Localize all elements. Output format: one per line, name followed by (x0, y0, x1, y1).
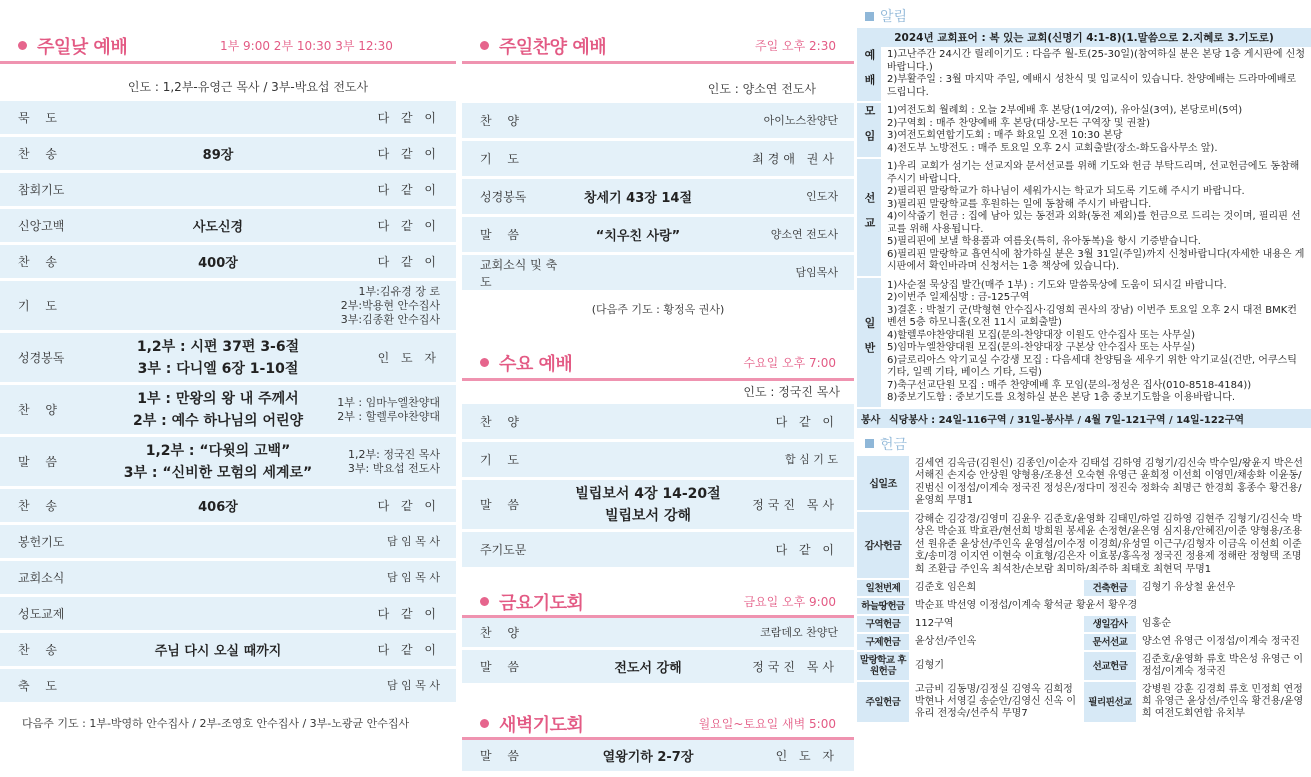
order-row (0, 281, 456, 333)
order-content: 사도신경 (192, 220, 244, 235)
order-row (462, 179, 854, 217)
order-row (0, 101, 456, 137)
offering-type: 말랑학교 후원헌금 (857, 652, 909, 680)
person-line: 2부 : 할렐루야찬양대 (337, 409, 440, 423)
section-title: 금요기도회 (499, 592, 584, 614)
notice-group (857, 278, 1311, 409)
order-row (0, 597, 456, 633)
order-row (462, 532, 854, 570)
notice-item: 2)부활주일 : 3월 마지막 주일, 예배시 성찬식 및 입교식이 있습니다. 찬양예배는 드라마예배로 드립니다. (887, 74, 1297, 98)
order-person: 다 같 이 (377, 255, 440, 269)
bullet-icon (18, 41, 27, 50)
order-label: 묵 도 (18, 111, 63, 125)
order-label: 교회소식 (18, 571, 65, 585)
order-label: 말 씀 (480, 498, 525, 512)
order-label: 찬 송 (18, 147, 63, 161)
notice-category: 모임 (857, 103, 881, 157)
person-line: 3부:김종환 안수집사 (340, 312, 440, 326)
order-label: 성경봉독 (18, 351, 65, 365)
section-time: 주일 오후 2:30 (755, 39, 836, 53)
notice-item: 5)필리핀에 보낼 학용품과 여름옷(특히, 유아동복)을 항시 기증받습니다. (887, 236, 1201, 247)
offering-list (857, 456, 1311, 581)
offering-names: 김형기 유상철 윤선우 (1142, 582, 1236, 593)
leader-line: 인도 : 양소연 전도사 (707, 82, 816, 96)
right-column (857, 0, 1311, 777)
notice-item: 1)사순절 묵상집 발간(매주 1부) : 기도와 말씀묵상에 도움이 되시길 바랍니다. (887, 279, 1227, 291)
notice-item: 4)전도부 노방전도 : 매주 토요일 오후 2시 교회출발(장소-화도읍사무소 앞). (887, 142, 1218, 154)
offering-title: 헌금 (857, 428, 1311, 456)
person-line: 1부 : 임마누엘찬양대 (337, 395, 440, 409)
dawn-header (462, 710, 854, 740)
notice-list (857, 47, 1311, 409)
notice-item: 5)임마누엘찬양대원 모집(문의-찬양대장 구본상 안수집사 또는 사무실) (887, 342, 1196, 353)
order-row (462, 217, 854, 255)
order-person: 양소연 전도사 (770, 227, 838, 241)
offering-pair-row (857, 682, 1311, 724)
order-row (0, 489, 456, 525)
order-row (0, 561, 456, 597)
section-title: 새벽기도회 (499, 714, 584, 736)
service-row (857, 409, 1311, 428)
order-row (462, 740, 854, 774)
order-person: 담 임 목 사 (387, 678, 440, 692)
order-label: 말 씀 (480, 228, 525, 242)
offering-names: 박순표 박선영 이정섭/이계숙 황석균 황윤서 황우경 (915, 600, 1138, 611)
order-row (0, 669, 456, 705)
notice-item: 8)중보기도함 : 중보기도를 요청하실 분은 본당 1층 중보기도함을 이용바랍니다. (887, 392, 1236, 403)
order-label: 교회소식 및 축도 (480, 257, 558, 289)
section-time: 금요일 오후 9:00 (743, 595, 836, 609)
offering-names: 112구역 (915, 618, 954, 629)
section-time: 1부 9:00 2부 10:30 3부 12:30 (220, 39, 393, 53)
order-person: 다 같 이 (377, 499, 440, 513)
order-label: 기 도 (480, 152, 525, 166)
offering-type: 십일조 (857, 456, 909, 510)
offering-pair-row (857, 580, 1311, 598)
order-row (462, 618, 854, 650)
order-content (100, 336, 336, 380)
order-person: 다 같 이 (377, 643, 440, 657)
content-line: 1,2부 : “다윗의 고백” (145, 442, 291, 459)
order-label: 말 씀 (480, 660, 525, 674)
notice-item: 3)결혼 : 박철기 군(박형현 안수집사·김영희 권사의 장남) 이번주 토요일 오후 2시 대전 BMK컨벤션 5층 하모니홀(오전 11시 교회출발) (887, 304, 1297, 328)
person-line: 3부: 박요섭 전도사 (347, 461, 440, 475)
order-list (462, 103, 854, 293)
square-icon (865, 439, 874, 448)
order-person: 정국진 목사 (752, 498, 838, 512)
offering-type: 문서선교 (1084, 634, 1136, 650)
offering-names: 김형기 (915, 660, 944, 671)
service-text: 식당봉사 : 24일-116구역 / 31일-봉사부 / 4월 7일-121구역 / 14일-122구역 (889, 414, 1245, 426)
bullet-icon (480, 41, 489, 50)
order-content: 전도서 강해 (614, 661, 682, 676)
person-line: 1,2부: 정국진 목사 (348, 447, 440, 461)
praise-header (462, 30, 854, 64)
order-person: 인 도 자 (377, 351, 440, 365)
notice-title: 알림 (857, 0, 1311, 28)
notice-item: 1)우리 교회가 섬기는 선교지와 문서선교를 위해 기도와 헌금 부탁드리며, 선교헌금에도 동참해 주시기 바랍니다. (887, 161, 1300, 185)
offering-names: 양소연 유영근 이정섭/이계숙 정국진 (1142, 636, 1300, 647)
notice-category: 일반 (857, 278, 881, 407)
notice-item: 4)할렐루야찬양대원 모집(문의-찬양대장 이원도 안수집사 또는 사무실) (887, 329, 1196, 341)
order-row (0, 137, 456, 173)
offering-names: 임홍순 (1142, 618, 1171, 629)
next-week-prayer: 다음주 기도 : 1부-박영하 안수집사 / 2부-조영호 안수집사 / 3부-노광균 안수집사 (22, 717, 410, 730)
notice-group (857, 159, 1311, 278)
order-row (462, 442, 854, 480)
order-label: 성경봉독 (480, 190, 527, 204)
order-row (462, 141, 854, 179)
order-row (462, 480, 854, 532)
order-person: 합 심 기 도 (785, 452, 838, 466)
offering-names: 김세연 김옥금(김원신) 김종인/이순자 김태섭 김하영 김형기/김신숙 박수일/왕윤지 박은선 서해진 손지승 안상원 양형용/조용선 오숙현 유영근 윤희정 이선희 이영민/채송화 이윤동/진범신 이정섭/이계숙 정국진 정성은/정다미 정진숙 정화숙 최명근 한경희 홍종수 황건용/윤영희 무명1 (915, 457, 1303, 506)
order-label: 봉헌기도 (18, 535, 65, 549)
order-label: 기 도 (18, 299, 63, 313)
offering-type: 구제헌금 (857, 634, 909, 650)
order-row (462, 103, 854, 141)
notice-item: 4)이삭줍기 헌금 : 집에 남아 있는 동전과 외화(동전 제외)를 헌금으로 드리는 것이며, 필리핀 선교를 위해 사용됩니다. (887, 211, 1301, 235)
content-line: 1부 : 만왕의 왕 내 주께서 (137, 390, 299, 407)
notice-item: 7)축구선교단원 모집 : 매주 찬양예배 후 모임(문의-정성은 집사(010-8518-4184)) (887, 379, 1252, 391)
middle-column (462, 0, 854, 777)
notice-item: 2)구역회 : 매주 찬양예배 후 본당(대상-모든 구역장 및 권찰) (887, 117, 1150, 129)
section-time: 수요일 오후 7:00 (743, 356, 836, 370)
order-content: “치우친 사랑” (595, 229, 681, 244)
order-row (462, 650, 854, 686)
order-label: 성도교제 (18, 607, 65, 621)
order-row (0, 437, 456, 489)
order-content: 창세기 43장 14절 (583, 191, 693, 206)
offering-type: 감사헌금 (857, 512, 909, 579)
order-person: 다 같 이 (377, 147, 440, 161)
offering-type: 구역헌금 (857, 616, 909, 632)
order-label: 찬 송 (18, 499, 63, 513)
order-row (0, 209, 456, 245)
order-row (0, 385, 456, 437)
order-label: 찬 송 (18, 255, 63, 269)
offering-names: 김준호/윤영화 류호 박은성 유영근 이정섭/이계숙 정국진 (1142, 654, 1303, 677)
notice-item: 3)필리핀 말랑학교를 후원하는 일에 동참해 주시기 바랍니다. (887, 198, 1152, 210)
content-line: 빌립보서 강해 (604, 507, 692, 524)
order-person: 아이노스찬양단 (763, 113, 838, 127)
notice-category: 예배 (857, 47, 881, 101)
offering-row (857, 456, 1311, 512)
order-content: 400장 (198, 256, 238, 271)
order-list (0, 101, 456, 705)
order-row (0, 173, 456, 209)
sunday-worship-section (0, 0, 456, 777)
order-content (100, 440, 336, 484)
order-person (336, 285, 456, 327)
notice-items (881, 159, 1311, 276)
order-label: 신앙고백 (18, 219, 65, 233)
order-label: 찬 양 (480, 626, 525, 640)
notice-item: 2)필리핀 말랑학교가 하나님이 세워가시는 학교가 되도록 기도해 주시기 바랍니다. (887, 186, 1245, 197)
order-row (462, 404, 854, 442)
order-person: 다 같 이 (377, 111, 440, 125)
order-content (562, 483, 734, 527)
leader-line: 인도 : 정국진 목사 (743, 385, 840, 399)
order-label: 찬 송 (18, 643, 63, 657)
person-line: 1부:김유경 장 로 (358, 284, 440, 298)
friday-header (462, 588, 854, 618)
order-person: 인도자 (806, 189, 838, 203)
person-line: 2부:박용현 안수집사 (340, 298, 440, 312)
section-time: 월요일~토요일 새벽 5:00 (698, 717, 836, 731)
notice-item: 1)여전도회 월례회 : 오늘 2부예배 후 본당(1여/2여), 유아실(3여), 본당로비(5여) (887, 105, 1243, 116)
order-person: 담 임 목 사 (387, 570, 440, 584)
order-label: 찬 양 (480, 114, 525, 128)
service-label: 봉사 (861, 414, 881, 426)
offering-type: 하늘땅헌금 (857, 598, 909, 614)
section-title: 주일찬양 예배 (499, 36, 607, 58)
order-person: 다 같 이 (775, 543, 838, 557)
content-line: 2부 : 예수 하나님의 어린양 (132, 412, 304, 429)
order-row (0, 245, 456, 281)
bullet-icon (480, 597, 489, 606)
bullet-icon (480, 358, 489, 367)
content-line: 3부 : “신비한 모험의 세계로” (123, 464, 313, 481)
order-label: 참회기도 (18, 183, 65, 197)
leader-line: 인도 : 1,2부-유영근 목사 / 3부-박요섭 전도사 (127, 80, 369, 94)
notice-item: 1)고난주간 24시간 릴레이기도 : 다음주 월-토(25-30일)(참여하실 분은 본당 1층 게시판에 신청바랍니다.) (887, 49, 1305, 73)
church-motto: 2024년 교회표어 : 복 있는 교회(신명기 4:1-8)(1.말씀으로 2.지혜로 3.기도로) (857, 28, 1311, 47)
order-label: 말 씀 (480, 749, 525, 763)
order-person: 담 임 목 사 (387, 534, 440, 548)
order-label: 기 도 (480, 453, 525, 467)
section-title: 수요 예배 (499, 353, 573, 375)
order-person: 코람데오 찬양단 (760, 625, 838, 639)
order-label: 찬 양 (480, 415, 525, 429)
order-person (336, 448, 456, 476)
order-list (462, 740, 854, 774)
offering-type: 생일감사 (1084, 616, 1136, 632)
notice-category: 선교 (857, 159, 881, 276)
offering-names: 김준호 임은희 (915, 582, 977, 593)
offering-names: 고금비 김동명/김정실 김영옥 김희정 박현나 서영길 송순안/김영신 신옥 이유리 전정숙/선주식 무명7 (915, 684, 1076, 719)
order-row (0, 525, 456, 561)
order-row (462, 255, 854, 293)
notice-group (857, 103, 1311, 159)
notice-item: 6)글로리아스 악기교실 수강생 모집 : 다음세대 찬양팀을 세우기 위한 악기교실(건반, 어쿠스틱 기타, 일렉 기타, 베이스 기타, 드럼) (887, 354, 1297, 378)
offering-type: 건축헌금 (1084, 580, 1136, 596)
bullet-icon (480, 719, 489, 728)
order-person: 정국진 목사 (752, 660, 838, 674)
content-line: 3부 : 다니엘 6장 1-10절 (137, 360, 299, 377)
content-line: 1,2부 : 시편 37편 3-6절 (136, 338, 300, 355)
notice-group (857, 47, 1311, 103)
notice-items (881, 103, 1311, 157)
order-person: 다 같 이 (377, 183, 440, 197)
content-line: 빌립보서 4장 14-20절 (575, 485, 721, 502)
order-content: 406장 (198, 500, 238, 515)
order-person: 담임목사 (795, 265, 838, 279)
order-person: 인 도 자 (775, 749, 838, 763)
notice-items (881, 278, 1311, 407)
order-person: 최경애 권사 (752, 152, 838, 166)
offering-pair-row (857, 652, 1311, 682)
order-list (462, 618, 854, 686)
order-content: 주님 다시 오실 때까지 (154, 644, 282, 659)
offering-type: 필리핀선교 (1084, 682, 1136, 722)
sunday-header (0, 30, 456, 64)
order-label: 축 도 (18, 679, 63, 693)
notice-item: 3)여전도회연합기도회 : 매주 화요일 오전 10:30 본당 (887, 130, 1123, 141)
order-content (100, 388, 336, 432)
offering-type: 주일헌금 (857, 682, 909, 722)
order-content: 89장 (202, 148, 234, 163)
notice-item: 6)필리핀 말랑학교 흡연식에 참가하실 분은 3월 31일(주일)까지 신청바랍니다(자세한 내용은 게시판에서 확인바라며 신청서는 1층 책상에 있습니다). (887, 248, 1305, 272)
notice-items (881, 47, 1311, 101)
order-row (0, 333, 456, 385)
offering-pair-row (857, 598, 1311, 616)
order-label: 말 씀 (18, 455, 63, 469)
notice-item: 2)이번주 일제심방 : 금-125구역 (887, 292, 1030, 303)
order-content: 열왕기하 2-7장 (602, 750, 694, 765)
order-label: 찬 양 (18, 403, 63, 417)
offering-type: 일천번제 (857, 580, 909, 596)
offering-names: 강해순 김강경/김영미 김윤우 김준호/윤영화 김태민/하얼 김하영 김현주 김형기/김신숙 박상은 박순표 박효관/현선희 방희원 봉세윤 손정현/윤은영 심지용/안혜진/이준 양형용/조용선 원유준 윤상선/주인옥 윤영섭/이수정 이경희/유성열 이근구/김형자 이금옥 이선희 이준호/송미경 이지연 이현숙 이효형/김은자 이효봉/홍옥정 정국진 정용제 정해란 정형택 조명희 조환급 주인옥 최석찬/손보람 최미하/최주하 최태호 최현덕 무명1 (915, 513, 1302, 575)
section-title: 주일낮 예배 (37, 36, 128, 58)
next-week-prayer: (다음주 기도 : 황정옥 권사) (591, 303, 725, 316)
order-row (0, 633, 456, 669)
offering-type: 선교헌금 (1084, 652, 1136, 680)
offering-pair-row (857, 634, 1311, 652)
order-person: 다 같 이 (377, 607, 440, 621)
order-person: 다 같 이 (775, 415, 838, 429)
offering-pair-row (857, 616, 1311, 634)
offering-names: 윤상선/주인옥 (915, 636, 977, 647)
offering-names: 강병원 강훈 김경희 류호 민정희 연정희 유영근 윤상선/주인옥 황건용/윤영희 여전도회연합 유치부 (1142, 684, 1304, 719)
order-person: 다 같 이 (377, 219, 440, 233)
offering-row (857, 512, 1311, 581)
square-icon (865, 12, 874, 21)
wednesday-header (462, 347, 854, 381)
order-label: 주기도문 (480, 543, 527, 557)
order-list (462, 404, 854, 570)
offering-grid (857, 580, 1311, 724)
order-person (336, 396, 456, 424)
